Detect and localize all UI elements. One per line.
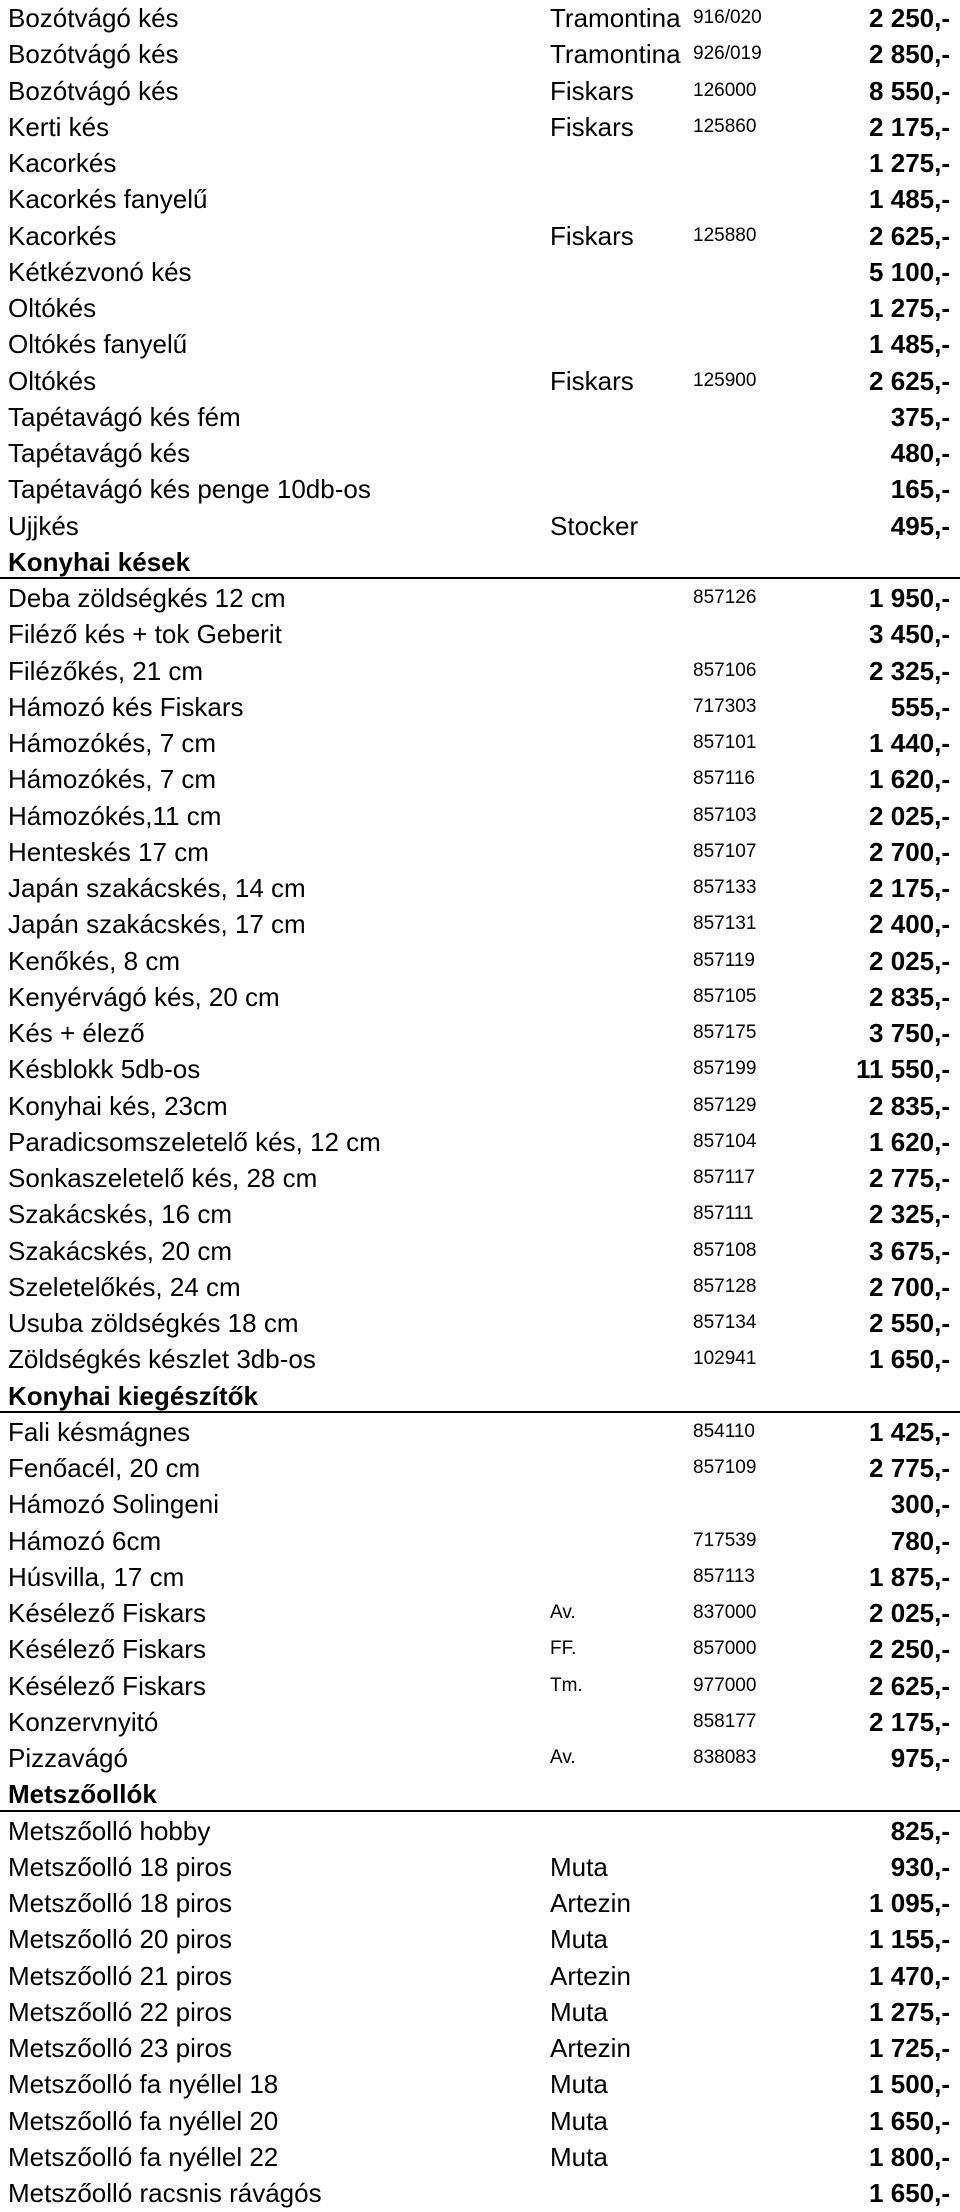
product-name: Hámozó Solingeni [8,1489,220,1520]
product-name: Kenőkés, 8 cm [8,945,180,976]
table-row [0,1849,960,1885]
product-name: Metszőolló 20 piros [8,1924,232,1955]
table-row [0,2066,960,2102]
product-price: 1 620,- [869,764,950,795]
table-row [0,435,960,471]
product-code: 717303 [693,695,757,717]
product-price: 1 725,- [869,2033,950,2063]
product-name: Bozótvágó kés [8,75,179,106]
product-name: Metszőolló 23 piros [8,2033,232,2063]
product-price: 1 275,- [869,293,950,323]
product-price: 2 700,- [869,836,950,867]
table-row [0,1559,960,1595]
table-row [0,1196,960,1232]
product-price: 2 400,- [869,909,950,940]
product-price: 1 485,- [869,329,950,360]
section-title: Konyhai kések [8,546,191,577]
product-price: 2 025,- [869,800,950,831]
product-price: 1 950,- [869,583,950,613]
product-name: Zöldségkés készlet 3db-os [8,1344,316,1375]
product-name: Kacorkés [8,148,117,178]
product-code: 926/019 [693,43,762,65]
table-row [0,1414,960,1450]
table-row [0,73,960,109]
product-price: 375,- [890,401,950,432]
table-row [0,2103,960,2139]
product-code: 857117 [693,1167,755,1188]
table-row [0,1595,960,1631]
table-row [0,2139,960,2175]
product-name: Sonkaszeletelő kés, 28 cm [8,1163,318,1193]
product-brand: Muta [550,2105,608,2136]
product-name: Metszőolló 21 piros [8,1960,232,1991]
product-code: 857109 [693,1457,757,1478]
product-price: 2 835,- [869,981,950,1012]
product-name: Kenyérvágó kés, 20 cm [8,981,280,1012]
product-brand: Tramontina [550,3,681,33]
product-code: 857107 [693,840,757,862]
product-brand: Muta [550,2069,608,2100]
section-title: Konyhai kiegészítők [8,1380,258,1411]
product-name: Metszőolló racsnis rávágós [8,2178,322,2208]
product-price: 1 650,- [869,1344,950,1375]
table-row [0,1921,960,1957]
product-price: 1 650,- [869,2178,950,2208]
table-row [0,181,960,217]
product-code: 857175 [693,1022,757,1043]
product-code: 977000 [693,1674,757,1696]
product-price: 780,- [890,1525,950,1556]
product-price: 1 620,- [869,1126,950,1157]
product-price: 1 875,- [869,1561,950,1592]
product-code: 854110 [693,1420,755,1442]
product-name: Metszőolló fa nyéllel 22 [8,2141,279,2172]
product-code: 857134 [693,1312,757,1333]
table-row [0,1486,960,1522]
product-name: Hámozó kés Fiskars [8,691,244,722]
product-name: Japán szakácskés, 17 cm [8,909,306,940]
product-code: 717539 [693,1529,757,1551]
product-code: 857116 [693,768,755,790]
table-row [0,1994,960,2030]
product-name: Metszőolló 22 piros [8,1996,232,2027]
table-row [0,1450,960,1486]
product-name: Hámozókés, 7 cm [8,764,217,795]
product-brand: Artezin [550,1960,631,1991]
product-price: 2 625,- [869,365,950,396]
product-code: 916/020 [693,7,762,28]
table-row [0,1813,960,1849]
product-name: Kés + élező [8,1018,145,1048]
product-name: Szakácskés, 16 cm [8,1199,232,1230]
product-name: Kacorkés fanyelű [8,184,208,215]
product-price: 2 550,- [869,1308,950,1338]
table-row [0,906,960,942]
product-code: 857126 [693,587,757,608]
product-brand: Fiskars [550,75,634,106]
product-price: 1 425,- [869,1416,950,1447]
product-code: 838083 [693,1747,757,1768]
table-row [0,1958,960,1994]
table-row [0,653,960,689]
product-brand: Stocker [550,510,639,541]
table-row [0,1631,960,1667]
product-price: 495,- [890,510,950,541]
product-name: Konyhai kés, 23cm [8,1090,228,1121]
product-name: Filézőkés, 21 cm [8,655,204,686]
product-code: 857119 [693,949,755,971]
table-row [0,979,960,1015]
product-name: Oltókés [8,365,97,396]
product-name: Szakácskés, 20 cm [8,1235,232,1266]
product-name: Bozótvágó kés [8,3,179,33]
product-price: 2 700,- [869,1271,950,1302]
product-brand: Muta [550,1851,608,1882]
product-code: 125900 [693,369,757,391]
product-name: Henteskés 17 cm [8,836,209,867]
table-row [0,326,960,362]
product-price: 1 155,- [869,1924,950,1955]
product-name: Kétkézvonó kés [8,256,192,287]
product-price: 2 025,- [869,1598,950,1628]
product-code: 102941 [693,1348,757,1370]
product-code: 857101 [693,732,757,753]
table-row [0,0,960,36]
product-price: 1 095,- [869,1888,950,1918]
product-brand: Artezin [550,2033,631,2063]
product-brand: Fiskars [550,365,634,396]
product-code: 126000 [693,79,757,101]
product-name: Hámozókés, 7 cm [8,728,217,758]
product-name: Késélező Fiskars [8,1670,206,1701]
table-row [0,1885,960,1921]
product-price: 1 800,- [869,2141,950,2172]
table-row [0,870,960,906]
product-price: 2 025,- [869,945,950,976]
table-row [0,399,960,435]
table-row [0,580,960,616]
table-row [0,761,960,797]
product-code: 857128 [693,1275,757,1297]
product-name: Metszőolló 18 piros [8,1888,232,1918]
product-price: 3 750,- [869,1018,950,1048]
product-name: Konzervnyitó [8,1706,159,1737]
product-name: Hámozó 6cm [8,1525,162,1556]
product-price: 2 175,- [869,1706,950,1737]
table-row [0,109,960,145]
product-name: Húsvilla, 17 cm [8,1561,185,1592]
product-code: 858177 [693,1710,757,1732]
product-name: Fenőacél, 20 cm [8,1453,201,1483]
product-brand: Muta [550,1996,608,2027]
product-code: 125860 [693,115,757,137]
product-price: 165,- [890,474,950,505]
product-name: Japán szakácskés, 14 cm [8,873,306,903]
table-row [0,471,960,507]
table-row [0,1341,960,1377]
product-name: Késblokk 5db-os [8,1054,201,1085]
product-code: 857108 [693,1239,757,1261]
product-brand: Av. [550,1747,576,1768]
section-header [0,1378,960,1414]
product-price: 1 470,- [869,1960,950,1991]
table-row [0,218,960,254]
product-price: 2 850,- [869,39,950,70]
product-price: 2 835,- [869,1090,950,1121]
section-header [0,544,960,580]
product-price: 555,- [890,691,950,722]
table-row [0,36,960,72]
product-price: 2 175,- [869,873,950,903]
table-row [0,1269,960,1305]
product-name: Késélező Fiskars [8,1598,206,1628]
product-brand: Tramontina [550,39,681,70]
product-name: Késélező Fiskars [8,1634,206,1665]
product-code: 857199 [693,1058,757,1080]
product-name: Tapétavágó kés [8,438,191,468]
product-name: Oltókés [8,293,97,323]
product-price: 1 275,- [869,148,950,178]
table-row [0,943,960,979]
table-row [0,1124,960,1160]
table-row [0,1523,960,1559]
product-price: 2 175,- [869,111,950,142]
product-name: Usuba zöldségkés 18 cm [8,1308,299,1338]
table-row [0,1704,960,1740]
product-code: 857106 [693,659,757,681]
product-brand: Artezin [550,1888,631,1918]
product-brand: Av. [550,1602,576,1623]
table-row [0,616,960,652]
table-row [0,363,960,399]
table-row [0,1051,960,1087]
product-name: Metszőolló fa nyéllel 20 [8,2105,279,2136]
product-name: Pizzavágó [8,1743,128,1773]
product-code: 857105 [693,985,757,1007]
product-code: 837000 [693,1602,757,1623]
product-price: 1 440,- [869,728,950,758]
product-price: 2 775,- [869,1453,950,1483]
product-code: 125880 [693,224,757,246]
product-brand: Fiskars [550,111,634,142]
table-row [0,2175,960,2211]
product-price: 300,- [890,1489,950,1520]
product-brand: FF. [550,1638,577,1660]
product-brand: Muta [550,2141,608,2172]
product-name: Tapétavágó kés fém [8,401,241,432]
table-row [0,1305,960,1341]
product-price: 975,- [890,1743,950,1773]
table-row [0,508,960,544]
table-row [0,798,960,834]
product-price: 1 485,- [869,184,950,215]
product-price: 2 325,- [869,1199,950,1230]
product-price: 480,- [890,438,950,468]
product-code: 857111 [693,1203,754,1225]
table-row [0,145,960,181]
product-name: Kacorkés [8,220,117,251]
table-row [0,1668,960,1704]
section-title: Metszőollók [8,1779,157,1810]
section-header [0,1776,960,1812]
product-name: Filéző kés + tok Geberit [8,619,282,650]
product-price: 5 100,- [869,256,950,287]
table-row [0,1015,960,1051]
product-brand: Tm. [550,1674,583,1696]
product-name: Szeletelőkés, 24 cm [8,1271,241,1302]
product-name: Oltókés fanyelű [8,329,188,360]
product-code: 857103 [693,804,757,826]
product-price: 1 650,- [869,2105,950,2136]
table-row [0,2030,960,2066]
table-row [0,1740,960,1776]
product-price: 3 450,- [869,619,950,650]
table-row [0,290,960,326]
table-row [0,1088,960,1124]
product-price: 2 325,- [869,655,950,686]
product-name: Metszőolló 18 piros [8,1851,232,1882]
product-price: 2 625,- [869,1670,950,1701]
product-name: Paradicsomszeletelő kés, 12 cm [8,1126,381,1157]
product-name: Bozótvágó kés [8,39,179,70]
product-price: 825,- [890,1815,950,1846]
table-row [0,689,960,725]
product-price: 2 625,- [869,220,950,251]
product-name: Deba zöldségkés 12 cm [8,583,286,613]
product-brand: Fiskars [550,220,634,251]
product-price: 2 250,- [869,1634,950,1665]
product-price: 11 550,- [856,1054,950,1085]
table-row [0,1233,960,1269]
product-name: Hámozókés,11 cm [8,800,222,831]
product-code: 857131 [693,913,757,935]
product-name: Fali késmágnes [8,1416,191,1447]
product-code: 857133 [693,877,757,898]
product-name: Kerti kés [8,111,110,142]
table-row [0,725,960,761]
product-price: 8 550,- [869,75,950,106]
product-name: Tapétavágó kés penge 10db-os [8,474,371,505]
product-price: 1 275,- [869,1996,950,2027]
product-price: 2 775,- [869,1163,950,1193]
product-name: Metszőolló hobby [8,1815,211,1846]
table-row [0,834,960,870]
product-price: 2 250,- [869,3,950,33]
product-code: 857129 [693,1094,757,1116]
product-brand: Muta [550,1924,608,1955]
product-name: Ujjkés [8,510,79,541]
product-price: 1 500,- [869,2069,950,2100]
product-code: 857104 [693,1130,757,1152]
product-price: 3 675,- [869,1235,950,1266]
table-row [0,1160,960,1196]
product-code: 857000 [693,1638,757,1660]
product-price: 930,- [890,1851,950,1882]
product-name: Metszőolló fa nyéllel 18 [8,2069,279,2100]
table-row [0,254,960,290]
product-code: 857113 [693,1565,755,1587]
